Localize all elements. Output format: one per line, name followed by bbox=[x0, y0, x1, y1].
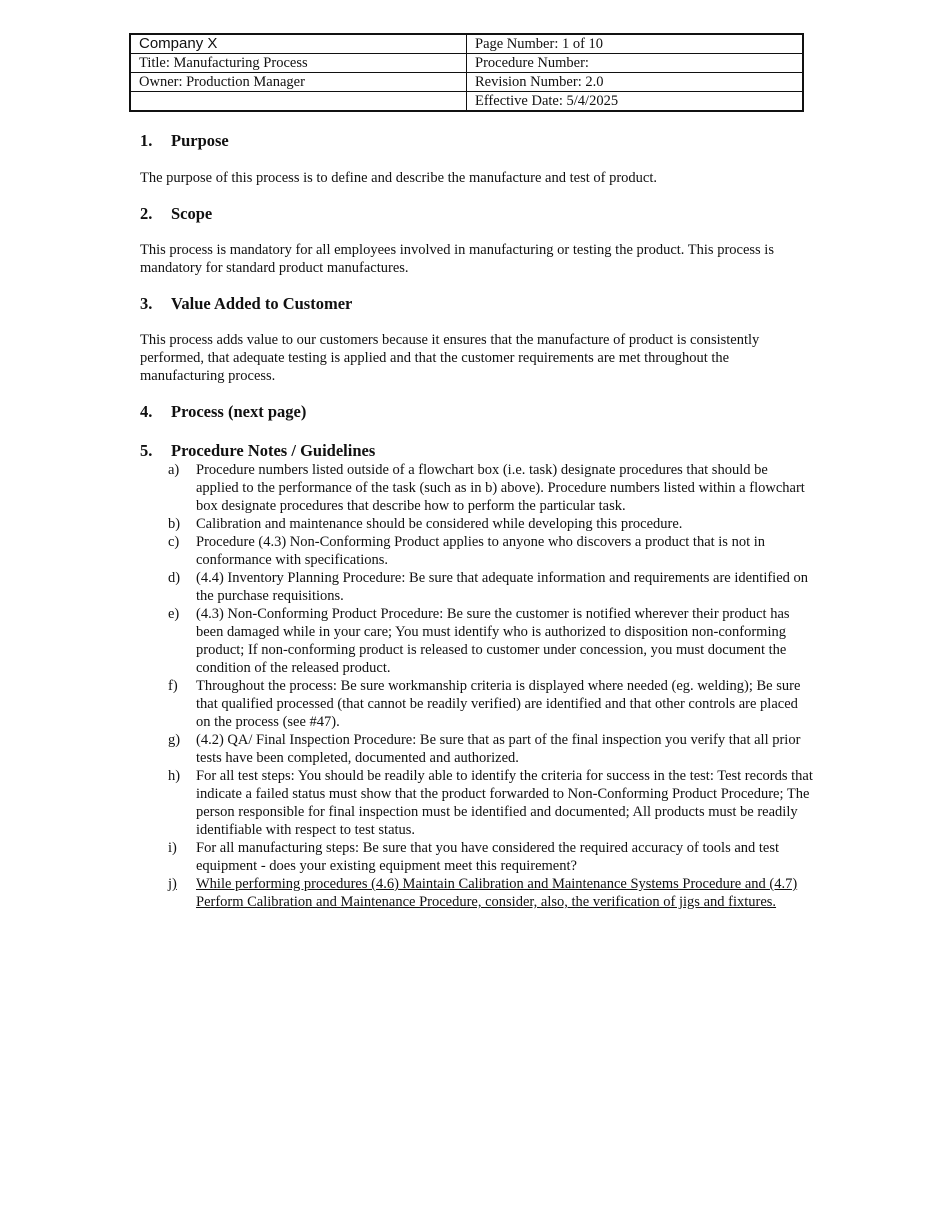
document-title: Title: Manufacturing Process bbox=[130, 54, 467, 73]
note-text: For all test steps: You should be readily able to identify the criteria for success in the test: Test records that indicate a failed status must show that the product forwarded to Non-Conforming Product Procedure; The person responsible for final inspection must be identified and documented; All products must be readily identifiable with respect to test status. bbox=[196, 768, 813, 838]
note-text: Calibration and maintenance should be considered while developing this procedure. bbox=[196, 516, 683, 532]
note-text: Throughout the process: Be sure workmanship criteria is displayed where needed (eg. welding); Be sure that qualified processed (that cannot be readily verified) are identified and that other controls are placed on the process (see #47). bbox=[196, 678, 801, 730]
list-item bbox=[168, 677, 813, 731]
note-letter: e) bbox=[168, 606, 180, 622]
section-number: 2. bbox=[140, 204, 153, 223]
section-number: 5. bbox=[140, 441, 153, 460]
note-letter: b) bbox=[168, 516, 181, 532]
note-text: Procedure (4.3) Non-Conforming Product applies to anyone who discovers a product that is not in conformance with specifications. bbox=[196, 534, 766, 568]
section-heading-purpose bbox=[140, 131, 815, 151]
note-text: Procedure numbers listed outside of a flowchart box (i.e. task) designate procedures that should be applied to the performance of the task (such as in b) above). Procedure numbers listed within a flowchart box designate procedures that describe how to perform the particular task. bbox=[196, 462, 805, 514]
empty-cell bbox=[130, 92, 467, 112]
revision-number: Revision Number: 2.0 bbox=[467, 73, 804, 92]
list-item bbox=[168, 839, 813, 875]
list-item bbox=[168, 767, 813, 839]
list-item bbox=[168, 731, 813, 767]
note-letter: g) bbox=[168, 732, 181, 748]
section-title: Scope bbox=[171, 204, 213, 223]
note-text: For all manufacturing steps: Be sure that you have considered the required accuracy of tools and test equipment - does your existing equipment meet this requirement? bbox=[196, 840, 780, 874]
section-number: 3. bbox=[140, 294, 153, 313]
document-body bbox=[140, 131, 815, 911]
procedure-notes-list bbox=[168, 461, 813, 911]
section-number: 4. bbox=[140, 402, 153, 421]
note-letter: j) bbox=[168, 876, 177, 892]
section-title: Process (next page) bbox=[171, 402, 307, 421]
note-text: While performing procedures (4.6) Maintain Calibration and Maintenance Systems Procedure and (4.7) Perform Calibration and Maintenance Procedure, consider, also, the verification of jigs and fixtures. bbox=[196, 876, 798, 910]
list-item bbox=[168, 605, 813, 677]
note-text: (4.3) Non-Conforming Product Procedure: Be sure the customer is notified wherever their product has been damaged while in your care; You must identify who is authorized to disposition non-conforming product; If non-conforming product is released to customer under concession, you must document the condition of the released product. bbox=[196, 606, 790, 676]
section-heading-value-added bbox=[140, 294, 815, 314]
company-name: Company X bbox=[130, 34, 467, 54]
note-text: (4.2) QA/ Final Inspection Procedure: Be sure that as part of the final inspection you verify that all prior tests have been completed, documented and authorized. bbox=[196, 732, 801, 766]
note-letter: d) bbox=[168, 570, 181, 586]
effective-date: Effective Date: 5/4/2025 bbox=[467, 92, 804, 112]
header-row bbox=[130, 73, 803, 92]
note-letter: f) bbox=[168, 678, 178, 694]
section-title: Purpose bbox=[171, 131, 229, 150]
list-item bbox=[168, 533, 813, 569]
note-letter: c) bbox=[168, 534, 180, 550]
purpose-text: The purpose of this process is to define and describe the manufacture and test of product. bbox=[140, 170, 658, 186]
header-row bbox=[130, 34, 803, 54]
section-heading-scope bbox=[140, 204, 815, 224]
section-title: Value Added to Customer bbox=[171, 294, 353, 313]
list-item bbox=[168, 875, 813, 911]
note-letter: a) bbox=[168, 462, 180, 478]
scope-text: This process is mandatory for all employees involved in manufacturing or testing the product. This process is mandatory for standard product manufactures. bbox=[140, 242, 774, 276]
note-letter: h) bbox=[168, 768, 181, 784]
section-heading-process bbox=[140, 402, 815, 422]
header-row bbox=[130, 54, 803, 73]
note-letter: i) bbox=[168, 840, 177, 856]
document-header-table bbox=[129, 33, 804, 112]
page-number: Page Number: 1 of 10 bbox=[467, 34, 804, 54]
section-title: Procedure Notes / Guidelines bbox=[171, 441, 376, 460]
header-row bbox=[130, 92, 803, 112]
section-heading-procedure-notes bbox=[140, 441, 815, 461]
document-owner: Owner: Production Manager bbox=[130, 73, 467, 92]
value-added-text: This process adds value to our customers because it ensures that the manufacture of product is consistently performed, that adequate testing is applied and that the customer requirements are met throughout the manufacturing process. bbox=[140, 332, 760, 384]
section-number: 1. bbox=[140, 131, 153, 150]
procedure-number: Procedure Number: bbox=[467, 54, 804, 73]
list-item bbox=[168, 515, 813, 533]
list-item bbox=[168, 569, 813, 605]
note-text: (4.4) Inventory Planning Procedure: Be sure that adequate information and requirements are identified on the purchase requisitions. bbox=[196, 570, 809, 604]
list-item bbox=[168, 461, 813, 515]
